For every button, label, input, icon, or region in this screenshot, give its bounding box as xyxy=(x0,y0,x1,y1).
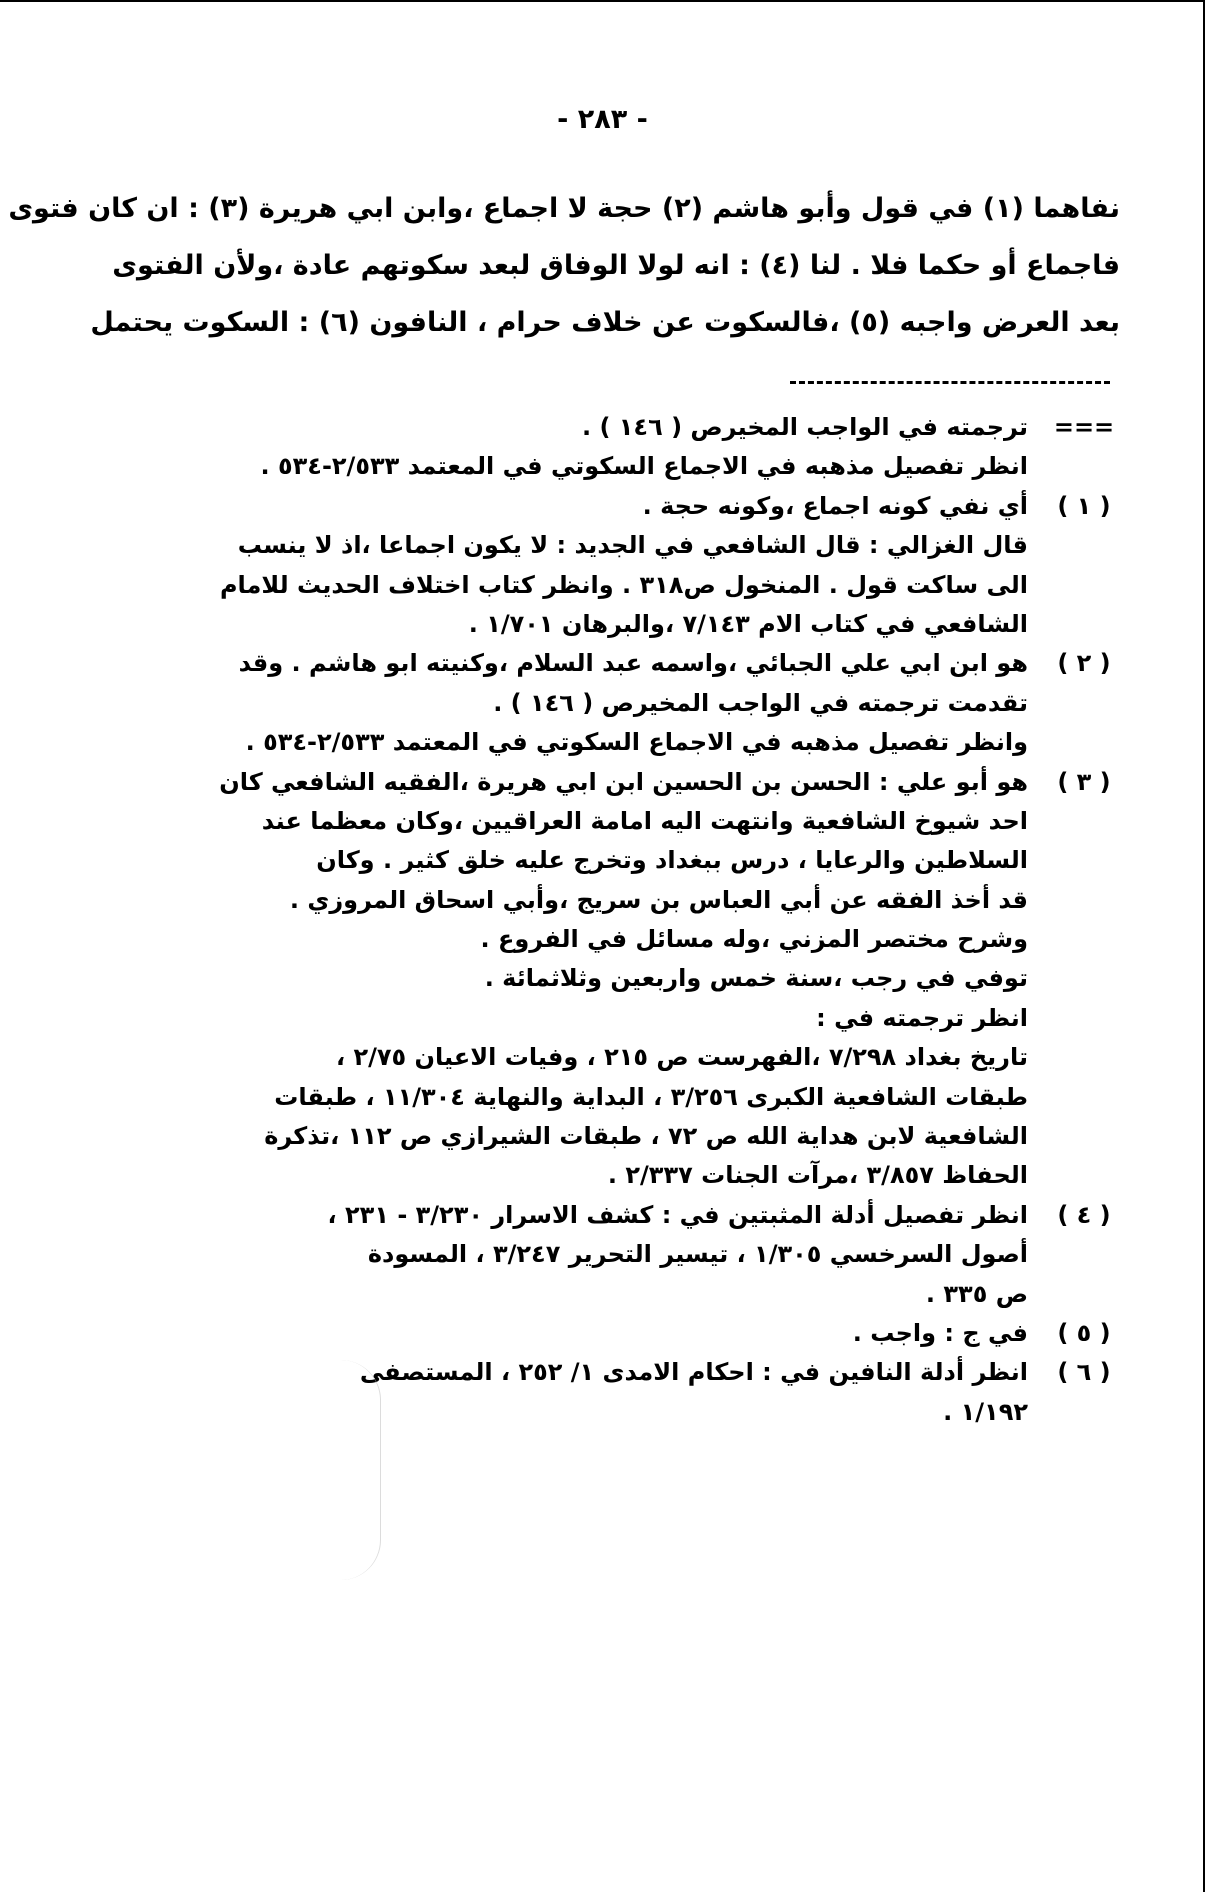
footnote-text: الشافعية لابن هداية الله ص ٧٢ ، طبقات الشيرازي ص ١١٢ ،تذكرة xyxy=(264,1122,1028,1151)
footnote-line xyxy=(120,1275,1120,1314)
footnote-line xyxy=(120,723,1120,762)
footnote-mark: ( ١ ) xyxy=(1057,491,1111,520)
footnote-text: الشافعي في كتاب الام ٧/١٤٣ ،والبرهان ١/٧٠١ . xyxy=(468,609,1028,638)
footnote-line xyxy=(120,487,1120,526)
body-line: فاجماع أو حكما فلا . لنا (٤) : انه لولا الوفاق لبعد سكوتهم عادة ،ولأن الفتوى xyxy=(112,250,1120,281)
page-number: - ٢٨٣ - xyxy=(557,104,648,135)
footnote-text: في ج : واجب . xyxy=(852,1318,1028,1347)
footnote-line xyxy=(120,1078,1120,1117)
footnote-text: أي نفي كونه اجماع ،وكونه حجة . xyxy=(642,491,1028,520)
footnote-line xyxy=(120,1393,1120,1432)
footnote-line xyxy=(120,526,1120,565)
footnote-text: طبقات الشافعية الكبرى ٣/٢٥٦ ، البداية والنهاية ١١/٣٠٤ ، طبقات xyxy=(274,1082,1028,1111)
footnote-line xyxy=(120,447,1120,486)
footnote-line xyxy=(120,1235,1120,1274)
footnote-line xyxy=(120,959,1120,998)
footnote-line xyxy=(120,881,1120,920)
footnote-text: ص ٣٣٥ . xyxy=(925,1279,1028,1308)
footnote-text: تاريخ بغداد ٧/٢٩٨ ،الفهرست ص ٢١٥ ، وفيات الاعيان ٢/٧٥ ، xyxy=(336,1043,1028,1072)
footnote-text: قد أخذ الفقه عن أبي العباس بن سريج ،وأبي اسحاق المروزي . xyxy=(289,885,1028,914)
footnote-separator xyxy=(790,381,1110,384)
footnote-mark: ( ٢ ) xyxy=(1057,649,1111,678)
footnote-text: السلاطين والرعايا ، درس ببغداد وتخرج عليه خلق كثير . وكان xyxy=(316,846,1028,875)
footnote-text: احد شيوخ الشافعية وانتهت اليه امامة العراقيين ،وكان معظما عند xyxy=(261,806,1028,835)
footnote-mark: ( ٤ ) xyxy=(1057,1200,1111,1229)
footnote-text: انظر تفصيل مذهبه في الاجماع السكوتي في المعتمد ٢/٥٣٣-٥٣٤ . xyxy=(260,452,1028,481)
footnote-line xyxy=(120,1117,1120,1156)
footnote-text: انظر تفصيل أدلة المثبتين في : كشف الاسرار ٣/٢٣٠ - ٢٣١ ، xyxy=(327,1200,1028,1229)
footnotes xyxy=(120,408,1120,1432)
footnote-line xyxy=(120,1156,1120,1195)
footnote-text: قال الغزالي : قال الشافعي في الجديد : لا يكون اجماعا ،اذ لا ينسب xyxy=(237,531,1028,560)
footnote-text: أصول السرخسي ١/٣٠٥ ، تيسير التحرير ٣/٢٤٧ ، المسودة xyxy=(367,1240,1028,1269)
footnote-text: الحفاظ ٣/٨٥٧ ،مرآت الجنات ٢/٣٣٧ . xyxy=(607,1161,1028,1190)
footnote-line xyxy=(120,408,1120,447)
footnote-text: هو أبو علي : الحسن بن الحسين ابن ابي هريرة ،الفقيه الشافعي كان xyxy=(219,767,1028,796)
footnote-text: ترجمته في الواجب المخيرص ( ١٤٦ ) . xyxy=(581,413,1028,441)
footnote-line xyxy=(120,841,1120,880)
body-line: بعد العرض واجبه (٥) ،فالسكوت عن خلاف حرام ، النافون (٦) : السكوت يحتمل xyxy=(90,307,1120,338)
footnote-line xyxy=(120,1196,1120,1235)
footnote-line xyxy=(120,802,1120,841)
footnote-mark: === xyxy=(1053,413,1115,441)
footnote-line xyxy=(120,644,1120,683)
footnote-line xyxy=(120,1353,1120,1392)
footnote-text: انظر ترجمته في : xyxy=(816,1003,1028,1032)
footnote-text: وشرح مختصر المزني ،وله مسائل في الفروع . xyxy=(480,925,1028,954)
footnote-line xyxy=(120,605,1120,644)
footnote-text: وانظر تفصيل مذهبه في الاجماع السكوتي في المعتمد ٢/٥٣٣-٥٣٤ . xyxy=(245,728,1028,757)
footnote-text: تقدمت ترجمته في الواجب المخيرص ( ١٤٦ ) . xyxy=(493,688,1028,717)
pen-mark xyxy=(340,1360,381,1580)
footnote-line xyxy=(120,763,1120,802)
footnote-line xyxy=(120,566,1120,605)
footnote-line xyxy=(120,999,1120,1038)
footnote-line xyxy=(120,684,1120,723)
footnote-text: توفي في رجب ،سنة خمس واربعين وثلاثمائة . xyxy=(484,964,1028,993)
footnote-mark: ( ٦ ) xyxy=(1057,1358,1111,1387)
footnote-text: ١/١٩٢ . xyxy=(943,1397,1028,1426)
footnote-text: هو ابن ابي علي الجبائي ،واسمه عبد السلام ،وكنيته ابو هاشم . وقد xyxy=(238,649,1028,678)
footnote-line xyxy=(120,1038,1120,1077)
footnote-text: انظر أدلة النافين في : احكام الامدى ١/ ٢٥٢ ، المستصفى xyxy=(359,1358,1028,1387)
main-text xyxy=(8,180,1120,351)
footnote-line xyxy=(120,920,1120,959)
body-line: نفاهما (١) في قول وأبو هاشم (٢) حجة لا اجماع ،وابن ابي هريرة (٣) : ان كان فتوى xyxy=(8,193,1120,224)
footnote-mark: ( ٣ ) xyxy=(1057,767,1111,796)
footnote-line xyxy=(120,1314,1120,1353)
scan-border-top xyxy=(0,0,1205,2)
footnote-mark: ( ٥ ) xyxy=(1057,1318,1111,1347)
footnote-text: الى ساكت قول . المنخول ص٣١٨ . وانظر كتاب اختلاف الحديث للامام xyxy=(219,570,1028,599)
